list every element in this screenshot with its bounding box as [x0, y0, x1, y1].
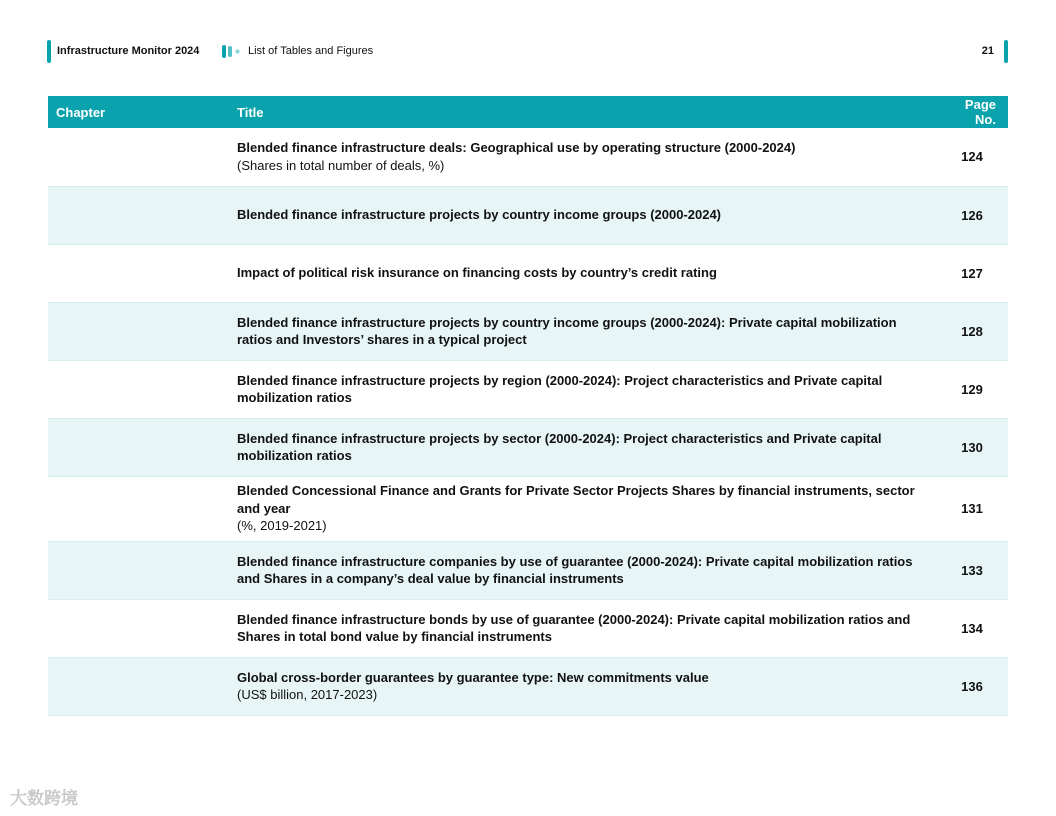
column-header-title: Title [229, 96, 936, 128]
table-row [48, 541, 1008, 599]
table-body [48, 128, 1008, 715]
header-accent-bar-right [1004, 40, 1008, 63]
row-title: Blended finance infrastructure bonds by use of guarantee (2000-2024): Private capital mobilization ratios and Shares in total bond value by financial instruments [237, 611, 911, 644]
cell-page: 127 [936, 244, 1008, 302]
cell-title [229, 360, 936, 418]
column-header-page: Page No. [936, 96, 1008, 128]
cell-page: 134 [936, 599, 1008, 657]
cell-page: 129 [936, 360, 1008, 418]
table-row [48, 186, 1008, 244]
cell-page: 131 [936, 476, 1008, 541]
table-row [48, 418, 1008, 476]
row-title: Blended finance infrastructure projects by country income groups (2000-2024) [237, 207, 722, 223]
table-row [48, 244, 1008, 302]
cell-chapter [48, 186, 229, 244]
row-title: Global cross-border guarantees by guarantee type: New commitments value [237, 669, 709, 685]
row-subtitle: (%, 2019-2021) [237, 518, 327, 534]
row-title: Blended finance infrastructure projects by country income groups (2000-2024): Private capital mobilization ratios and Investors’ shares in a typical project [237, 314, 897, 347]
cell-title [229, 476, 936, 541]
header-accent-bar-left [47, 40, 51, 63]
column-header-chapter: Chapter [48, 96, 229, 128]
cell-chapter [48, 302, 229, 360]
table-row [48, 599, 1008, 657]
cell-chapter [48, 418, 229, 476]
table-row [48, 302, 1008, 360]
cell-page: 130 [936, 418, 1008, 476]
cell-title [229, 128, 936, 186]
row-title: Impact of political risk insurance on financing costs by country’s credit rating [237, 265, 717, 281]
tables-figures-list [48, 96, 1008, 716]
cell-title [229, 657, 936, 715]
cell-page: 136 [936, 657, 1008, 715]
table-row [48, 657, 1008, 715]
cell-title [229, 186, 936, 244]
cell-title [229, 599, 936, 657]
cell-chapter [48, 476, 229, 541]
cell-page: 126 [936, 186, 1008, 244]
cell-chapter [48, 657, 229, 715]
document-title: Infrastructure Monitor 2024 [57, 45, 200, 57]
row-title: Blended finance infrastructure projects by region (2000-2024): Project characteristics and Private capital mobilization ratios [237, 372, 883, 405]
section-title: List of Tables and Figures [248, 45, 374, 57]
table-row [48, 360, 1008, 418]
row-title: Blended finance infrastructure projects by sector (2000-2024): Project characteristics and Private capital mobilization ratios [237, 430, 882, 463]
section-dots-icon [222, 45, 244, 58]
table-header-row [48, 96, 1008, 128]
row-title: Blended finance infrastructure companies by use of guarantee (2000-2024): Private capital mobilization ratios and Shares in a company’s deal value by financial instruments [237, 553, 913, 586]
row-title: Blended Concessional Finance and Grants for Private Sector Projects Shares by financial instruments, sector and year [237, 483, 915, 516]
page-number: 21 [981, 45, 994, 57]
watermark: 大数跨境 [10, 789, 78, 808]
table-row [48, 128, 1008, 186]
cell-chapter [48, 244, 229, 302]
cell-chapter [48, 360, 229, 418]
cell-title [229, 302, 936, 360]
cell-chapter [48, 541, 229, 599]
cell-page: 124 [936, 128, 1008, 186]
cell-title [229, 244, 936, 302]
row-title: Blended finance infrastructure deals: Geographical use by operating structure (2000-2024) [237, 140, 796, 156]
row-subtitle: (US$ billion, 2017-2023) [237, 687, 378, 702]
cell-page: 133 [936, 541, 1008, 599]
row-subtitle: (Shares in total number of deals, %) [237, 157, 445, 173]
cell-title [229, 541, 936, 599]
cell-page: 128 [936, 302, 1008, 360]
cell-chapter [48, 599, 229, 657]
cell-chapter [48, 128, 229, 186]
cell-title [229, 418, 936, 476]
page-header [47, 40, 1008, 64]
table-row [48, 476, 1008, 541]
